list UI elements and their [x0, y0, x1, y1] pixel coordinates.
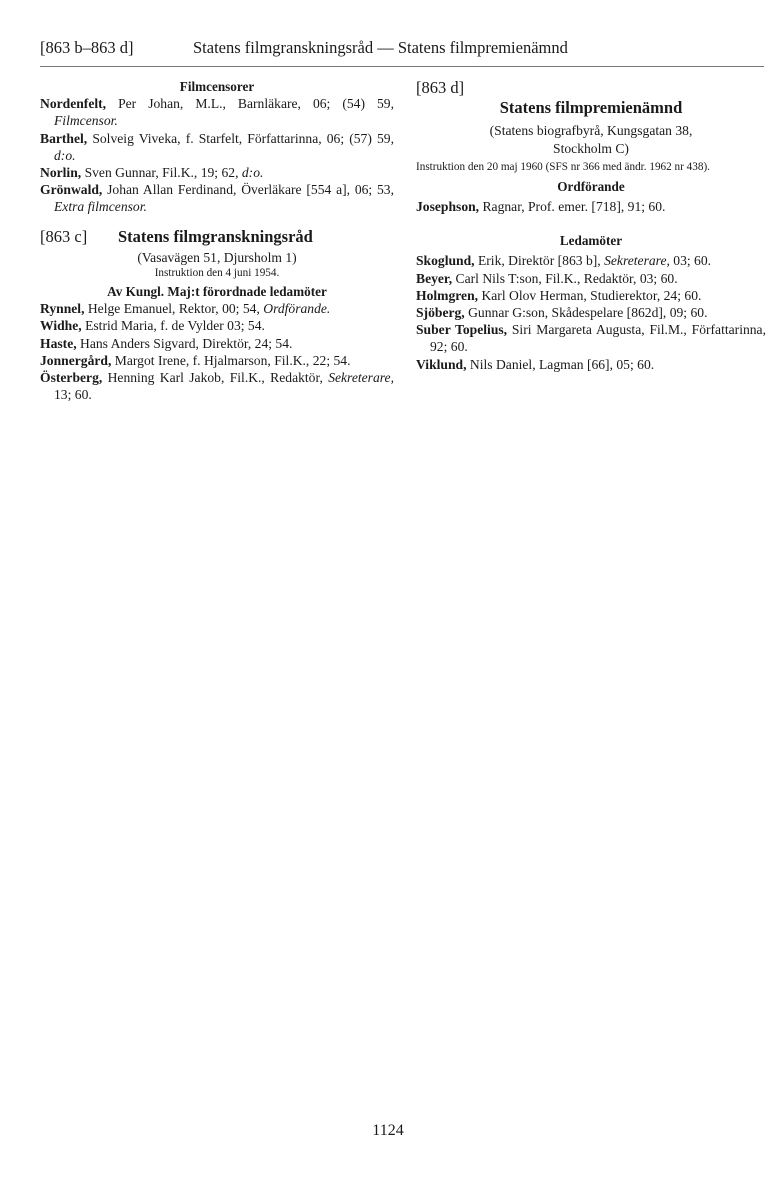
section-address-line1: (Statens biografbyrå, Kungsgatan 38, — [489, 123, 693, 139]
section-address: (Vasavägen 51, Djursholm 1) — [137, 249, 297, 265]
section-instruction: Instruktion den 4 juni 1954. — [154, 267, 280, 280]
header-section-range: [863 b–863 d] — [40, 38, 134, 57]
list-item: Österberg, Henning Karl Jakob, Fil.K., Redaktör, Sekreterare, 13; 60. — [40, 370, 394, 403]
left-column — [40, 78, 394, 403]
filmcensorer-heading: Filmcensorer — [179, 79, 255, 94]
list-item: Nordenfelt, Per Johan, M.L., Barnläkare, 06; (54) 59, Filmcensor. — [40, 96, 394, 129]
list-item: Suber Topelius, Siri Margareta Augusta, Fil.M., Författarinna, 92; 60. — [416, 322, 766, 355]
page-number: 1124 — [372, 1122, 404, 1139]
section-number: [863 c] — [40, 226, 88, 246]
list-item: Barthel, Solveig Viveka, f. Starfelt, Författarinna, 06; (57) 59, d:o. — [40, 130, 394, 163]
section-address-line2: Stockholm C) — [553, 140, 629, 156]
section-number: [863 d] — [416, 78, 465, 97]
list-item: Sjöberg, Gunnar G:son, Skådespelare [862d], 09; 60. — [416, 305, 708, 321]
list-item: Josephson, Ragnar, Prof. emer. [718], 91; 60. — [416, 199, 666, 215]
list-item: Holmgren, Karl Olov Herman, Studierektor, 24; 60. — [416, 287, 702, 303]
header-title: Statens filmgranskningsråd — Statens filmpremienämnd — [193, 38, 568, 57]
list-item: Grönwald, Johan Allan Ferdinand, Överläkare [554 a], 06; 53, Extra filmcensor. — [40, 182, 394, 215]
list-item: Jonnergård, Margot Irene, f. Hjalmarson, Fil.K., 22; 54. — [40, 352, 351, 368]
section-title: Statens filmpremienämnd — [499, 98, 683, 118]
members-heading: Av Kungl. Maj:t förordnade ledamöter — [107, 284, 327, 300]
running-header — [40, 38, 760, 64]
section-instruction: Instruktion den 20 maj 1960 (SFS nr 366 med ändr. 1962 nr 438). — [416, 160, 710, 173]
header-rule — [40, 66, 764, 67]
list-item: Norlin, Sven Gunnar, Fil.K., 19; 62, d:o. — [40, 165, 264, 181]
section-heading-863c — [40, 228, 394, 245]
list-item: Viklund, Nils Daniel, Lagman [66], 05; 60. — [416, 356, 655, 372]
chair-heading: Ordförande — [557, 178, 625, 194]
list-item: Skoglund, Erik, Direktör [863 b], Sekreterare, 03; 60. — [416, 253, 712, 269]
list-item: Widhe, Estrid Maria, f. de Vylder 03; 54. — [40, 318, 265, 334]
list-item: Haste, Hans Anders Sigvard, Direktör, 24; 54. — [40, 335, 293, 351]
section-title: Statens filmgranskningsråd — [118, 226, 313, 246]
list-item: Beyer, Carl Nils T:son, Fil.K., Redaktör, 03; 60. — [416, 270, 678, 286]
right-column — [416, 78, 766, 373]
members-heading: Ledamöter — [559, 233, 623, 249]
list-item: Rynnel, Helge Emanuel, Rektor, 00; 54, Ordförande. — [40, 301, 331, 317]
